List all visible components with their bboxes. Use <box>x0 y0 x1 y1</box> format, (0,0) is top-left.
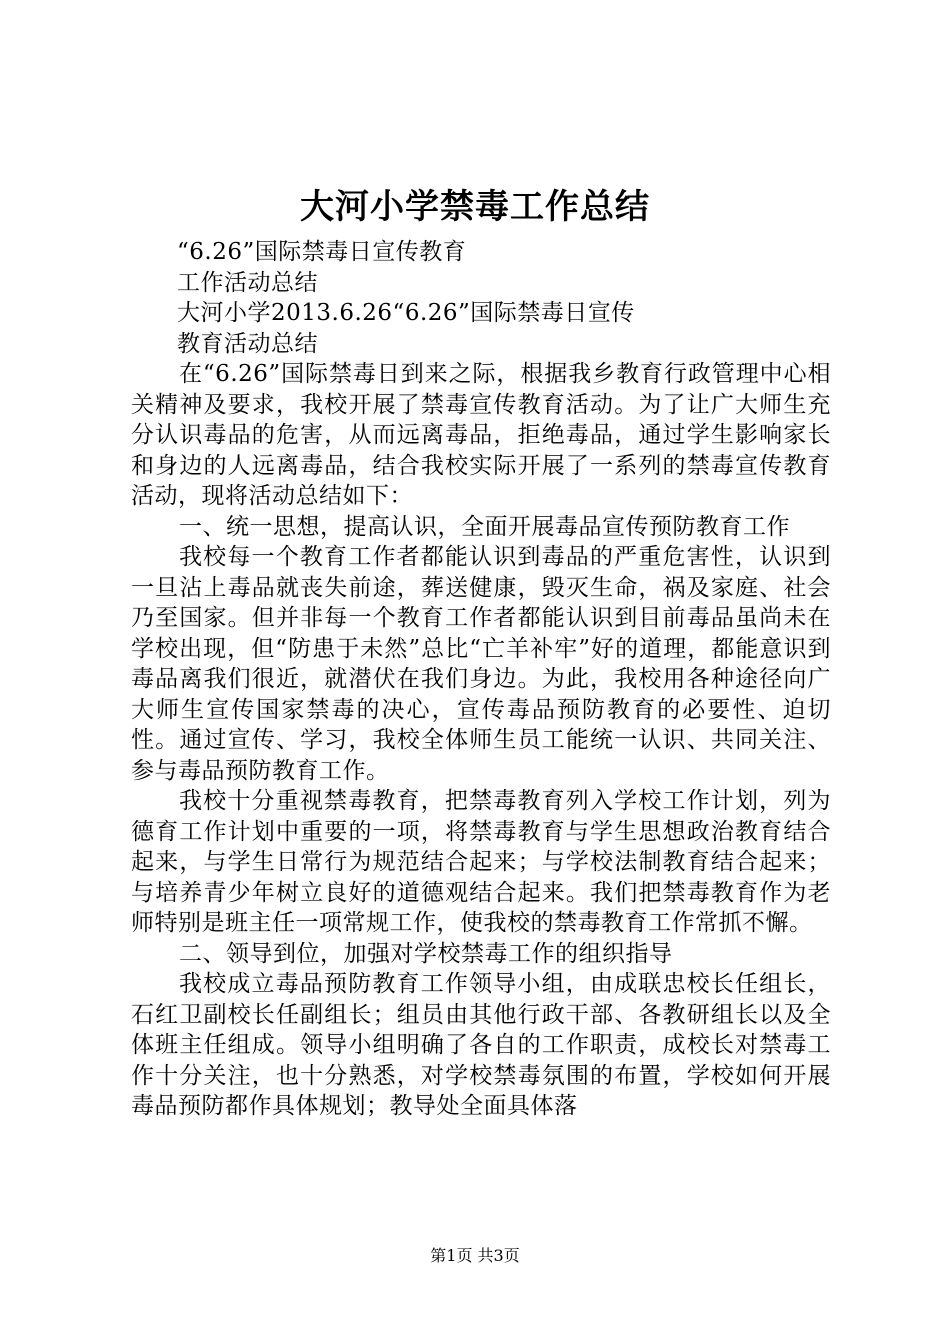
heading-line: “6.26”国际禁毒日宣传教育 <box>177 239 467 265</box>
heading-line: 教育活动总结 <box>177 330 318 357</box>
body-paragraph: 我校每一个教育工作者都能认识到毒品的严重危害性，认识到一旦沾上毒品就丧失前途，葬送健康，毁灭生命，祸及家庭、社会乃至国家。但并非每一个教育工作者都能认识到目前毒品虽尚未在学校出现，但“防患于未然”总比“亡羊补牢”好的道理，都能意识到毒品离我们很近，就潜伏在我们身边。为此，我校用各种途径向广大师生宣传国家禁毒的决心，宣传毒品预防教育的必要性、迫切性。通过宣传、学习，我校全体师生员工能统一认识、共同关注、参与毒品预防教育工作。 <box>131 544 831 784</box>
intro-paragraph: 在“6.26”国际禁毒日到来之际，根据我乡教育行政管理中心相关精神及要求，我校开展了禁毒宣传教育活动。为了让广大师生充分认识毒品的危害，从而远离毒品，拒绝毒品，通过学生影响家长和身边的人远离毒品，结合我校实际开展了一系列的禁毒宣传教育活动，现将活动总结如下： <box>131 361 831 509</box>
body-paragraph: 我校成立毒品预防教育工作领导小组，由成联忠校长任组长，石红卫副校长任副组长；组员由其他行政干部、各教研组长以及全体班主任组成。领导小组明确了各自的工作职责，成校长对禁毒工作十分关注，也十分熟悉，对学校禁毒氛围的布置，学校如何开展毒品预防都作具体规划；教导处全面具体落 <box>131 971 831 1119</box>
heading-line: 工作活动总结 <box>177 269 318 296</box>
page-footer: 第1页 共3页 <box>430 1246 520 1265</box>
document-title: 大河小学禁毒工作总结 <box>300 187 650 227</box>
body-paragraph: 我校十分重视禁毒教育，把禁毒教育列入学校工作计划，列为德育工作计划中重要的一项，将禁毒教育与学生思想政治教育结合起来，与学生日常行为规范结合起来；与学校法制教育结合起来；与培养青少年树立良好的道德观结合起来。我们把禁毒教育作为老师特别是班主任一项常规工作，使我校的禁毒教育工作常抓不懈。 <box>131 788 831 936</box>
heading-line: 大河小学2013.6.26“6.26”国际禁毒日宣传 <box>177 300 635 326</box>
section-heading: 二、领导到位，加强对学校禁毒工作的组织指导 <box>179 940 673 967</box>
document-body <box>131 237 831 1122</box>
section-heading: 一、统一思想，提高认识，全面开展毒品宣传预防教育工作 <box>179 513 790 540</box>
